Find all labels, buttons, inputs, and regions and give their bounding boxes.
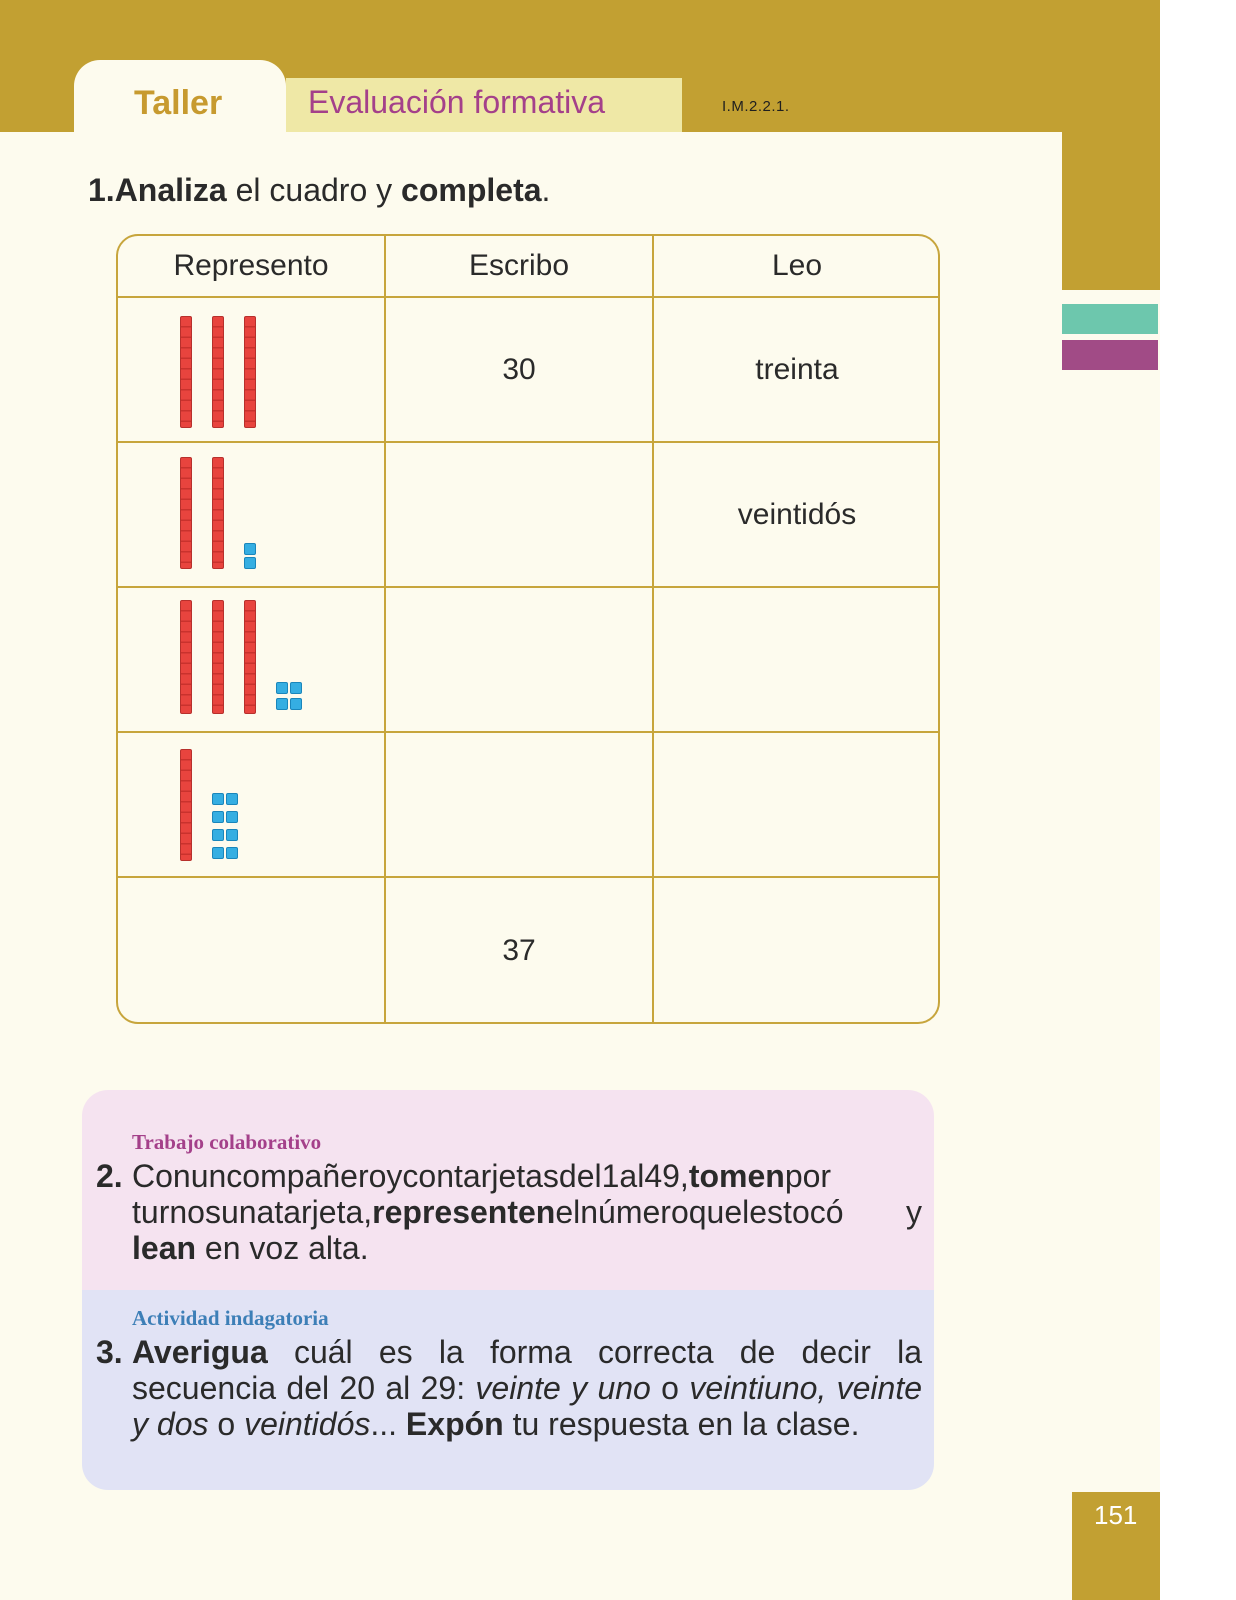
escribo-cell-3[interactable] <box>386 588 654 733</box>
q3-verb-averigua: Averigua <box>132 1334 268 1370</box>
page-paper-right <box>1062 290 1160 1600</box>
unit-cube <box>226 793 238 805</box>
inquiry-label: Actividad indagatoria <box>132 1306 329 1330</box>
page-number: 151 <box>1094 1500 1138 1530</box>
number-table <box>116 234 940 1024</box>
q2-part: elnúmeroquelestocó y <box>555 1194 922 1230</box>
represento-cell-1 <box>118 298 386 443</box>
ten-rod <box>212 316 224 428</box>
q2-part: por turnosunatarjeta, <box>132 1158 832 1230</box>
represento-cell-3 <box>118 588 386 733</box>
unit-cube <box>226 829 238 841</box>
escribo-cell-1[interactable]: 30 <box>386 298 654 443</box>
unit-cube <box>226 847 238 859</box>
header-escribo: Escribo <box>386 236 654 298</box>
q3-part: o <box>208 1406 245 1442</box>
q3-part: tu respuesta en la clase. <box>503 1406 860 1442</box>
question-2-number: 2. <box>96 1158 123 1194</box>
teal-stripe <box>1062 304 1158 334</box>
represento-cell-4 <box>118 733 386 878</box>
tab-evaluacion-label: Evaluación formativa <box>308 84 606 120</box>
ten-rod <box>180 457 192 569</box>
ten-rod <box>244 316 256 428</box>
tab-taller-label: Taller <box>134 84 223 122</box>
tab-evaluacion <box>286 78 682 132</box>
q3-italic: veinte y uno <box>475 1370 651 1406</box>
q3-italic: veintiuno, veinte y dos <box>132 1370 923 1442</box>
represento-cell-2 <box>118 443 386 588</box>
escribo-cell-4[interactable] <box>386 733 654 878</box>
leo-cell-3[interactable] <box>654 588 940 733</box>
question-1-number: 1. <box>88 172 115 208</box>
q2-part: en voz alta. <box>196 1230 369 1266</box>
header-represento: Represento <box>118 236 386 298</box>
question-1-middle: el cuadro y <box>226 172 402 208</box>
unit-cube <box>226 811 238 823</box>
unit-cube <box>212 811 224 823</box>
q3-part: o <box>650 1370 690 1406</box>
unit-cube <box>276 682 288 694</box>
escribo-cell-5[interactable]: 37 <box>386 878 654 1024</box>
unit-cube <box>290 682 302 694</box>
side-band <box>1062 0 1160 290</box>
question-1-end: . <box>541 172 551 208</box>
ten-rod <box>180 600 192 714</box>
tab-taller <box>74 60 286 140</box>
question-3-text <box>132 1334 922 1442</box>
leo-cell-4[interactable] <box>654 733 940 878</box>
question-2-text <box>132 1158 922 1266</box>
q3-part: ... <box>370 1406 406 1442</box>
question-1 <box>88 172 550 209</box>
page-edge <box>1160 0 1236 1600</box>
q2-part: Conuncompañeroycontarjetasdel1al49, <box>132 1158 689 1194</box>
question-1-verb-analiza: Analiza <box>114 172 227 208</box>
ten-rod <box>244 600 256 714</box>
q2-verb-representen: representen <box>372 1194 556 1230</box>
unit-cube <box>212 847 224 859</box>
leo-cell-5[interactable] <box>654 878 940 1024</box>
leo-cell-2[interactable]: veintidós <box>654 443 940 588</box>
indicator-code: I.M.2.2.1. <box>722 98 790 115</box>
question-1-verb-completa: completa <box>401 172 542 208</box>
leo-cell-1[interactable]: treinta <box>654 298 940 443</box>
question-3-number: 3. <box>96 1334 123 1370</box>
ten-rod <box>180 316 192 428</box>
q2-verb-lean: lean <box>132 1230 197 1266</box>
represento-cell-5[interactable] <box>118 878 386 1024</box>
ten-rod <box>180 749 192 861</box>
unit-cube <box>276 698 288 710</box>
unit-cube <box>212 793 224 805</box>
q3-italic: veintidós <box>244 1406 371 1442</box>
unit-cube <box>244 543 256 555</box>
unit-cube <box>244 557 256 569</box>
escribo-cell-2[interactable] <box>386 443 654 588</box>
q3-part: cuál es la forma correcta de decir la secuencia del 20 al 29: <box>132 1334 922 1406</box>
unit-cube <box>290 698 302 710</box>
ten-rod <box>212 457 224 569</box>
unit-cube <box>212 829 224 841</box>
purple-stripe <box>1062 340 1158 370</box>
page-number-box <box>1072 1492 1160 1600</box>
collaborative-label: Trabajo colaborativo <box>132 1130 322 1154</box>
header-leo: Leo <box>654 236 940 298</box>
q2-verb-tomen: tomen <box>688 1158 785 1194</box>
q3-verb-expon: Expón <box>405 1406 504 1442</box>
ten-rod <box>212 600 224 714</box>
